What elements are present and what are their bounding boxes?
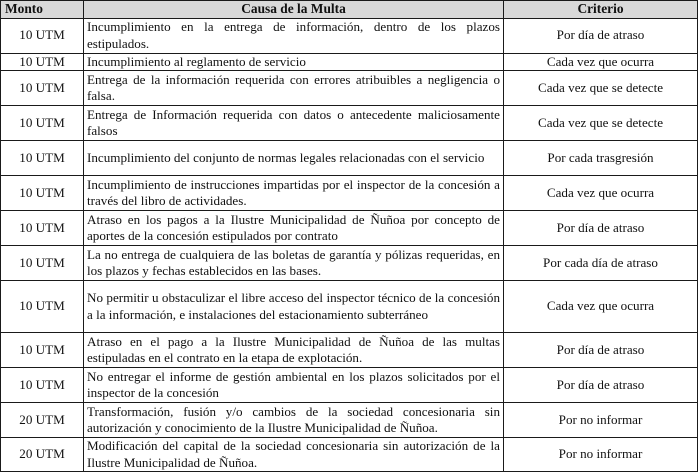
monto-cell: 20 UTM xyxy=(1,438,84,472)
table-row xyxy=(1,18,698,53)
criterio-cell: Por día de atraso xyxy=(504,211,698,246)
header-criterio: Criterio xyxy=(504,1,698,19)
causa-cell: Atraso en los pagos a la Ilustre Municipalidad de Ñuñoa por concepto de aportes de la concesión estipulados por contrato xyxy=(84,211,504,246)
causa-cell: Incumplimiento en la entrega de información, dentro de los plazos estipulados. xyxy=(84,18,504,53)
causa-cell: Entrega de Información requerida con datos o antecedente maliciosamente falsos xyxy=(84,106,504,141)
table-row xyxy=(1,281,698,333)
monto-cell: 10 UTM xyxy=(1,246,84,281)
monto-cell: 10 UTM xyxy=(1,211,84,246)
causa-cell: No permitir u obstaculizar el libre acceso del inspector técnico de la concesión a la información, e instalaciones del estacionamiento subterráneo xyxy=(84,281,504,333)
criterio-cell: Cada vez que ocurra xyxy=(504,281,698,333)
criterio-cell: Cada vez que se detecte xyxy=(504,106,698,141)
criterio-cell: Cada vez que se detecte xyxy=(504,71,698,106)
causa-cell: La no entrega de cualquiera de las boletas de garantía y pólizas requeridas, en los plazos y fechas establecidos en las bases. xyxy=(84,246,504,281)
table-row xyxy=(1,211,698,246)
criterio-cell: Por cada día de atraso xyxy=(504,246,698,281)
monto-cell: 10 UTM xyxy=(1,176,84,211)
causa-cell: No entregar el informe de gestión ambiental en los plazos solicitados por el inspector de la concesión xyxy=(84,368,504,403)
criterio-cell: Por día de atraso xyxy=(504,18,698,53)
table-row xyxy=(1,71,698,106)
table-row xyxy=(1,368,698,403)
monto-cell: 10 UTM xyxy=(1,281,84,333)
table-row xyxy=(1,106,698,141)
table-header xyxy=(1,1,698,19)
monto-cell: 10 UTM xyxy=(1,71,84,106)
criterio-cell: Por no informar xyxy=(504,403,698,438)
table-row xyxy=(1,246,698,281)
table-body xyxy=(1,18,698,472)
criterio-cell: Por cada trasgresión xyxy=(504,141,698,176)
monto-cell: 10 UTM xyxy=(1,106,84,141)
header-causa: Causa de la Multa xyxy=(84,1,504,19)
header-row xyxy=(1,1,698,19)
criterio-cell: Por día de atraso xyxy=(504,333,698,368)
monto-cell: 10 UTM xyxy=(1,333,84,368)
monto-cell: 10 UTM xyxy=(1,18,84,53)
causa-cell: Modificación del capital de la sociedad concesionaria sin autorización de la Ilustre Municipalidad de Ñuñoa. xyxy=(84,438,504,472)
table-row xyxy=(1,403,698,438)
causa-cell: Incumplimiento de instrucciones impartidas por el inspector de la concesión a través del libro de actividades. xyxy=(84,176,504,211)
criterio-cell: Cada vez que ocurra xyxy=(504,53,698,71)
criterio-cell: Por día de atraso xyxy=(504,368,698,403)
table-row xyxy=(1,438,698,472)
causa-cell: Incumplimiento del conjunto de normas legales relacionadas con el servicio xyxy=(84,141,504,176)
table-row xyxy=(1,141,698,176)
table-row xyxy=(1,333,698,368)
criterio-cell: Cada vez que ocurra xyxy=(504,176,698,211)
monto-cell: 10 UTM xyxy=(1,368,84,403)
causa-cell: Entrega de la información requerida con errores atribuibles a negligencia o falsa. xyxy=(84,71,504,106)
monto-cell: 10 UTM xyxy=(1,53,84,71)
criterio-cell: Por no informar xyxy=(504,438,698,472)
monto-cell: 20 UTM xyxy=(1,403,84,438)
causa-cell: Atraso en el pago a la Ilustre Municipalidad de Ñuñoa de las multas estipuladas en el contrato en la etapa de explotación. xyxy=(84,333,504,368)
table-row xyxy=(1,53,698,71)
header-monto: Monto xyxy=(1,1,84,19)
causa-cell: Transformación, fusión y/o cambios de la sociedad concesionaria sin autorización y conocimiento de la Ilustre Municipalidad de Ñuñoa. xyxy=(84,403,504,438)
monto-cell: 10 UTM xyxy=(1,141,84,176)
table-row xyxy=(1,176,698,211)
causa-cell: Incumplimiento al reglamento de servicio xyxy=(84,53,504,71)
